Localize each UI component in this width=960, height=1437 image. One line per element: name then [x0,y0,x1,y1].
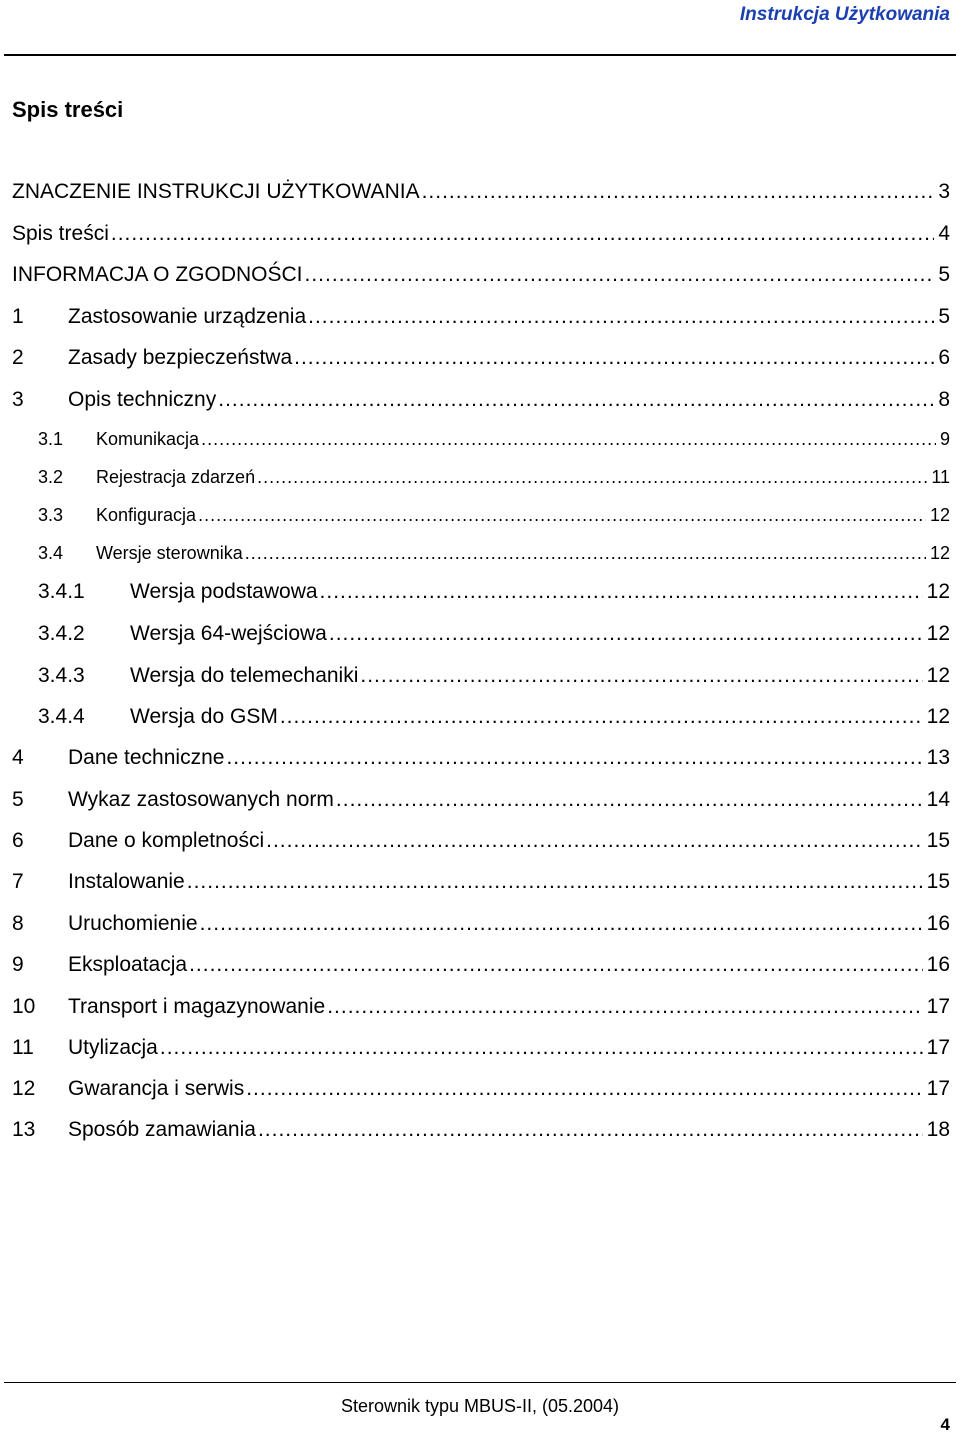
toc-entry[interactable] [12,505,950,526]
toc-dot-leader [327,995,922,1019]
toc-entry-title: Wersja podstawowa [130,580,318,603]
toc-entry-page: 9 [939,429,950,449]
toc-dot-leader [294,346,934,370]
toc-entry-title: Komunikacja [96,429,200,449]
toc-entry-title: INFORMACJA O ZGODNOŚCI [12,263,303,286]
toc-entry-number: 3.4.2 [38,622,85,645]
toc-entry-page: 11 [931,467,950,487]
toc-entry-title: Konfiguracja [96,505,197,525]
toc-entry[interactable] [12,788,950,812]
toc-entry-number: 3.1 [38,429,64,449]
toc-entry-number: 2 [12,346,24,369]
toc-dot-leader [200,912,923,936]
toc-entry[interactable] [12,1077,950,1101]
toc-entry-page: 12 [926,622,950,645]
toc-dot-leader [111,222,934,246]
toc-entry-title: Eksploatacja [68,953,188,976]
toc-entry-page: 17 [926,1077,950,1100]
toc-entry-number: 1 [12,305,24,328]
toc-entry-title: Rejestracja zdarzeń [96,467,256,487]
toc-entry-page: 12 [929,505,950,525]
toc-dot-leader [305,263,935,287]
toc-entry[interactable] [12,580,950,604]
toc-dot-leader [201,429,936,450]
toc-entry-number: 3.2 [38,467,64,487]
toc-entry-title: Zastosowanie urządzenia [68,305,307,328]
toc-entry-number: 13 [12,1118,36,1141]
toc-entry-number: 3.4.3 [38,664,85,687]
toc-entry[interactable] [12,429,950,450]
toc-entry-page: 15 [926,870,950,893]
footer-text: Sterownik typu MBUS-II, (05.2004) [340,1396,620,1416]
toc-entry-page: 6 [938,346,950,369]
toc-entry-title: Wykaz zastosowanych norm [68,788,334,811]
toc-entry-number: 3.3 [38,505,64,525]
toc-entry-number: 3.4 [38,543,64,563]
toc-entry-number: 3.4.1 [38,580,85,603]
toc-entry-page: 12 [926,705,950,728]
toc-entry[interactable] [12,263,950,287]
toc-dot-leader [266,829,923,853]
toc-entry[interactable] [12,664,950,688]
toc-dot-leader [187,870,923,894]
toc-dot-leader [360,664,922,688]
toc-entry[interactable] [12,1036,950,1060]
toc-entry[interactable] [12,543,950,564]
toc-entry-page: 16 [926,953,950,976]
toc-entry-number: 10 [12,995,36,1018]
toc-entry-title: Zasady bezpieczeństwa [68,346,293,369]
toc-entry-title: Wersja do telemechaniki [130,664,359,687]
toc-entry-number: 8 [12,912,24,935]
toc-entry-page: 12 [929,543,950,563]
toc-entry-title: Spis treści [12,222,109,245]
toc-entry[interactable] [12,180,950,204]
toc-heading: Spis treści [12,97,124,122]
toc-entry[interactable] [12,746,950,770]
toc-entry-page: 18 [926,1118,950,1141]
toc-dot-leader [257,467,927,488]
toc-entry-title: Opis techniczny [68,388,217,411]
toc-entry-page: 17 [926,995,950,1018]
toc-entry[interactable] [12,829,950,853]
toc-entry[interactable] [12,870,950,894]
toc-entry-title: Wersja do GSM [130,705,278,728]
footer-divider [4,1382,956,1383]
toc-dot-leader [189,953,923,977]
toc-entry-page: 4 [938,222,950,245]
toc-entry-page: 5 [938,263,950,286]
toc-dot-leader [226,746,922,770]
toc-entry-number: 12 [12,1077,36,1100]
toc-entry-title: Dane o kompletności [68,829,265,852]
toc-entry-title: Gwarancja i serwis [68,1077,245,1100]
toc-entry-title: ZNACZENIE INSTRUKCJI UŻYTKOWANIA [12,180,420,203]
toc-dot-leader [198,505,926,526]
toc-dot-leader [422,180,935,204]
toc-entry[interactable] [12,388,950,412]
toc-entry[interactable] [12,305,950,329]
toc-entry-number: 9 [12,953,24,976]
toc-dot-leader [280,705,923,729]
toc-entry-title: Dane techniczne [68,746,225,769]
toc-entry-title: Uruchomienie [68,912,198,935]
toc-dot-leader [246,1077,922,1101]
toc-entry-page: 16 [926,912,950,935]
toc-entry-page: 17 [926,1036,950,1059]
toc-entry-page: 15 [926,829,950,852]
toc-entry-title: Transport i magazynowanie [68,995,326,1018]
toc-dot-leader [320,580,923,604]
document-header-title: Instrukcja Użytkowania [739,4,950,25]
toc-entry-number: 3.4.4 [38,705,85,728]
toc-entry[interactable] [12,222,950,246]
toc-entry[interactable] [12,953,950,977]
toc-entry-number: 7 [12,870,24,893]
toc-dot-leader [336,788,923,812]
toc-entry-title: Sposób zamawiania [68,1118,256,1141]
toc-entry[interactable] [12,1118,950,1142]
toc-entry-number: 3 [12,388,24,411]
toc-entry-number: 11 [12,1036,34,1059]
toc-entry-title: Utylizacja [68,1036,158,1059]
header-divider [4,54,956,56]
toc-entry[interactable] [12,346,950,370]
toc-entry[interactable] [12,467,950,488]
toc-dot-leader [218,388,934,412]
toc-entry-number: 6 [12,829,24,852]
toc-entry-page: 13 [926,746,950,769]
toc-entry[interactable] [12,705,950,729]
toc-dot-leader [160,1036,923,1060]
toc-dot-leader [308,305,934,329]
toc-entry[interactable] [12,995,950,1019]
toc-dot-leader [258,1118,923,1142]
toc-entry-number: 5 [12,788,24,811]
toc-entry[interactable] [12,912,950,936]
toc-entry-page: 12 [926,580,950,603]
toc-dot-leader [245,543,926,564]
toc-entry-title: Instalowanie [68,870,185,893]
toc-entry-title: Wersje sterownika [96,543,243,563]
toc-entry-number: 4 [12,746,24,769]
page-number: 4 [940,1415,950,1434]
toc-entry-page: 8 [938,388,950,411]
toc-entry-title: Wersja 64-wejściowa [130,622,327,645]
toc-entry-page: 14 [926,788,950,811]
toc-entry[interactable] [12,622,950,646]
toc-entry-page: 3 [938,180,950,203]
toc-entry-page: 12 [926,664,950,687]
toc-dot-leader [329,622,923,646]
toc-entry-page: 5 [938,305,950,328]
